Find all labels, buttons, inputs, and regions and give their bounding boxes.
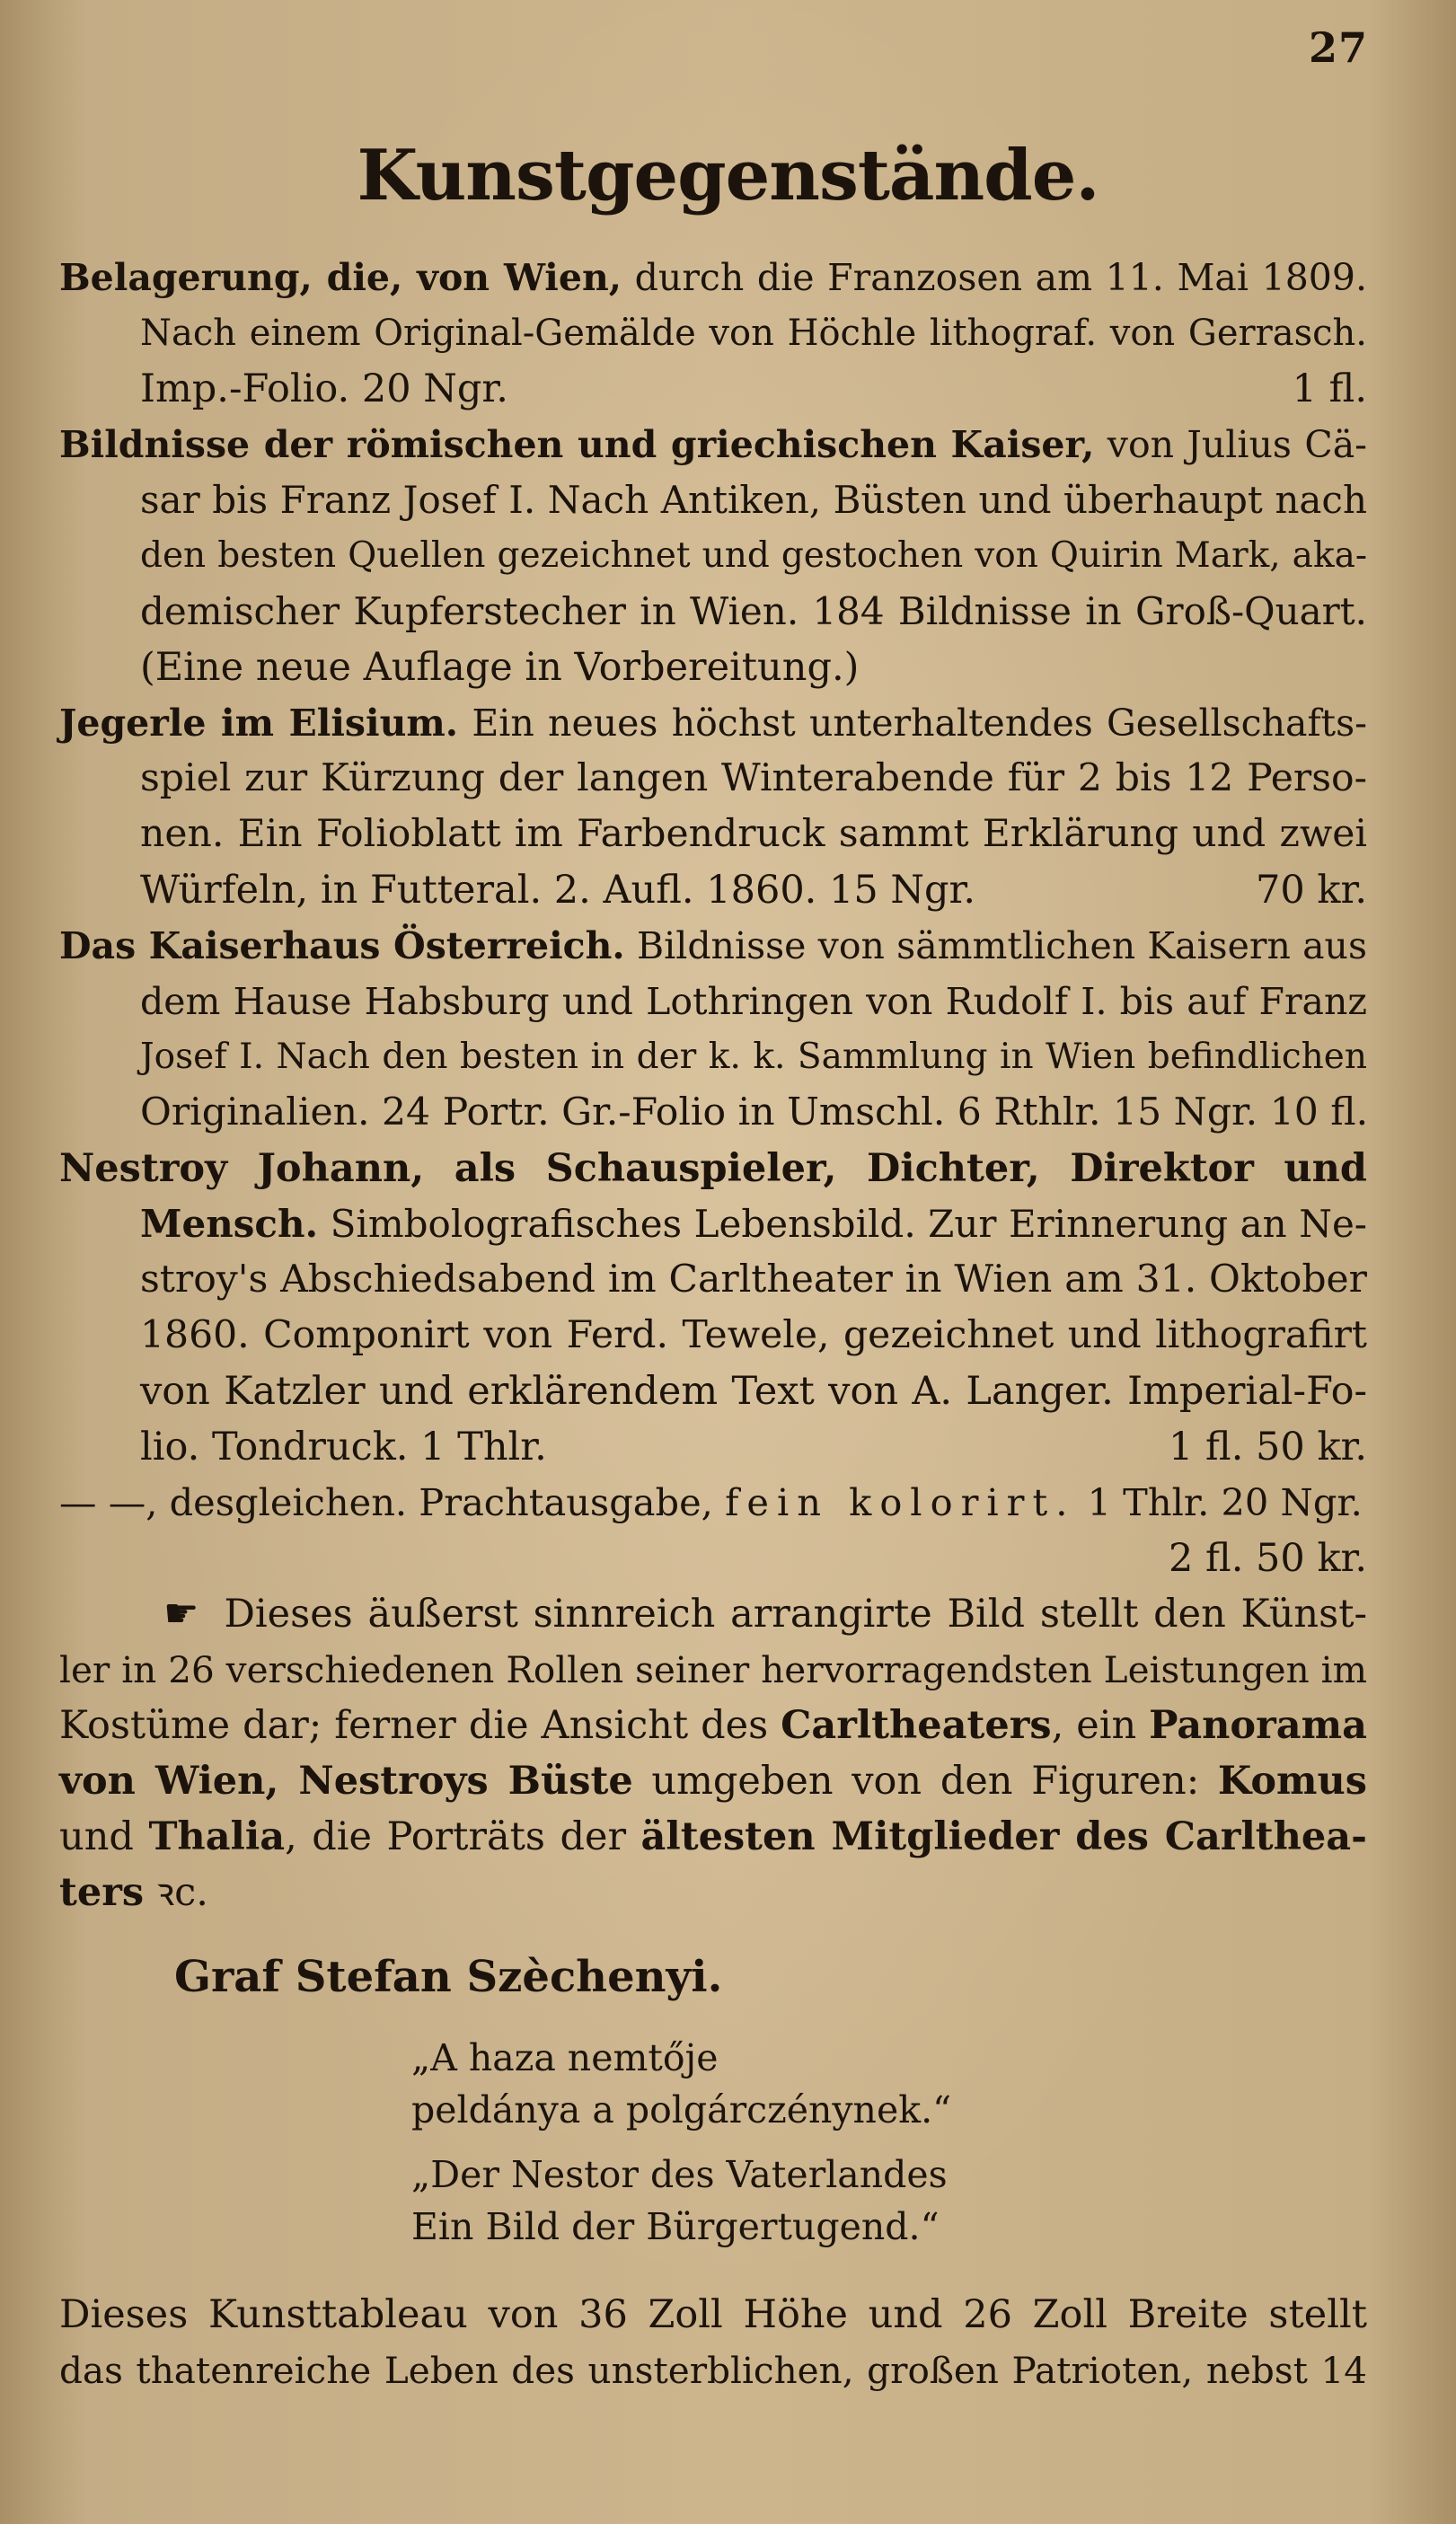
entry-title: Mensch. — [140, 1202, 319, 1246]
entry-text: nen. Ein Folioblatt im Farbendruck sammt Erklärung und zwei — [140, 812, 1367, 856]
variant-entry — [59, 1475, 1367, 1586]
variant-text: — —, desgleichen. Prachtausgabe, — [59, 1480, 713, 1524]
entry-text: sar bis Franz Josef I. Nach Antiken, Büsten und überhaupt nach — [140, 478, 1367, 522]
entry-line — [59, 862, 1367, 918]
entry-title: Nestroy Johann, als Schauspieler, Dichter, Direktor und — [59, 1146, 1367, 1191]
note-text: Dieses äußerst sinnreich arrangirte Bild stellt den Künst- — [224, 1592, 1367, 1637]
pointing-hand-icon: ☛ — [163, 1591, 199, 1637]
note-text: , ein — [1051, 1703, 1150, 1748]
entry-line — [59, 974, 1367, 1029]
entry-text: Simbolografisches Lebensbild. Zur Erinnerung an Ne- — [318, 1202, 1367, 1246]
entry-text: durch die Franzosen am 11. Mai 1809. — [622, 256, 1367, 299]
note-text: Kostüme dar; ferner die Ansicht des — [59, 1703, 781, 1748]
entry-text: den besten Quellen gezeichnet und gestochen von Quirin Mark, aka- — [140, 535, 1367, 576]
entry-text: lio. Tondruck. 1 Thlr. — [140, 1425, 547, 1469]
catalog-entry — [59, 918, 1367, 1141]
note-emphasis: Panorama — [1149, 1703, 1367, 1748]
entry-line — [59, 1252, 1367, 1308]
entry-line — [59, 584, 1367, 640]
note-line — [59, 1753, 1367, 1809]
section-title: Kunstgegenstände. — [357, 135, 1099, 216]
entry-line — [59, 472, 1367, 528]
entry-text: Würfeln, in Futteral. 2. Aufl. 1860. 15 Ngr. — [140, 868, 976, 913]
entry-line — [59, 1085, 1367, 1141]
note-text: umgeben von den Figuren: — [632, 1759, 1218, 1804]
note-emphasis: Komus — [1217, 1759, 1367, 1804]
final-line: das thatenreiche Leben des unsterblichen, großen Patrioten, nebst 14 — [59, 2349, 1367, 2392]
entry-title: Das Kaiserhaus Österreich. — [59, 924, 625, 967]
szechenyi-heading: Graf Stefan Szèchenyi. — [174, 1952, 723, 2002]
entry-text: Bildnisse von sämmtlichen Kaisern aus — [624, 924, 1368, 967]
entry-line — [59, 361, 1367, 417]
entry-text: demischer Kupferstecher in Wien. 184 Bildnisse in Groß-Quart. — [140, 589, 1367, 633]
variant-text: 1 Thlr. 20 Ngr. — [1075, 1480, 1363, 1524]
note-text: ꝛc. — [144, 1870, 208, 1915]
entry-text: von Katzler und erklärendem Text von A. Langer. Imperial-Fo- — [140, 1369, 1367, 1414]
entry-text: von Julius Cä- — [1094, 423, 1367, 466]
note-paragraph — [59, 1586, 1367, 1920]
entry-line — [59, 1196, 1367, 1252]
entry-text: Originalien. 24 Portr. Gr.-Folio in Umschl. 6 Rthlr. 15 Ngr. 10 fl. — [140, 1090, 1369, 1134]
note-emphasis: ältesten Mitglieder des Carlthea- — [640, 1814, 1367, 1859]
entry-text: Imp.-Folio. 20 Ngr. — [140, 366, 508, 411]
variant-spaced-text: fein kolorirt. — [725, 1480, 1076, 1524]
entry-title: Jegerle im Elisium. — [59, 702, 459, 745]
entry-text: Josef I. Nach den besten in der k. k. Sammlung in Wien befindlichen — [140, 1037, 1367, 1077]
poem-line-de: Ein Bild der Bürgertugend.“ — [411, 2205, 940, 2248]
entry-price: 2 fl. 50 kr. — [1169, 1536, 1367, 1581]
note-emphasis: Carltheaters — [781, 1703, 1052, 1748]
entry-price: 1 fl. 50 kr. — [1169, 1425, 1367, 1469]
catalog-entry — [59, 1141, 1367, 1475]
entry-text: Ein neues höchst unterhaltendes Gesellschafts- — [458, 702, 1367, 745]
entry-line — [59, 1419, 1367, 1475]
poem-line-hu: „A haza nemtője — [411, 2036, 719, 2079]
note-line — [59, 1698, 1367, 1753]
entry-line — [59, 1363, 1367, 1419]
entry-line — [59, 918, 1367, 974]
note-line — [59, 1809, 1367, 1865]
entry-line — [59, 1308, 1367, 1363]
catalog-content — [59, 250, 1367, 2398]
poem-line-hu: peldánya a polgárczénynek.“ — [411, 2088, 952, 2131]
entry-price: 70 kr. — [1256, 868, 1367, 913]
note-text: , die Porträts der — [285, 1814, 641, 1859]
catalog-entry — [59, 250, 1367, 417]
entry-line — [59, 807, 1367, 862]
entry-line — [59, 640, 1367, 695]
entry-line — [59, 695, 1367, 751]
entry-line — [59, 250, 1367, 305]
note-text: und — [59, 1814, 149, 1859]
entry-text: Nach einem Original-Gemälde von Höchle lithograf. von Gerrasch. — [140, 313, 1367, 354]
entry-text: 1860. Componirt von Ferd. Tewele, gezeichnet und lithografirt — [140, 1313, 1367, 1357]
entry-text: dem Hause Habsburg und Lothringen von Rudolf I. bis auf Franz — [140, 980, 1367, 1023]
note-line — [59, 1642, 1367, 1698]
entry-line — [59, 305, 1367, 361]
final-paragraph — [59, 2287, 1367, 2398]
final-line: Dieses Kunsttableau von 36 Zoll Höhe und 26 Zoll Breite stellt — [59, 2292, 1367, 2337]
entry-line — [59, 417, 1367, 472]
entry-line — [59, 1531, 1367, 1586]
entry-text: spiel zur Kürzung der langen Winterabende für 2 bis 12 Perso- — [140, 756, 1367, 800]
entry-line — [59, 1029, 1367, 1085]
entry-title: Belagerung, die, von Wien, — [59, 256, 622, 299]
note-emphasis: von Wien, Nestroys Büste — [59, 1759, 633, 1804]
entry-line — [59, 1141, 1367, 1196]
note-emphasis: Thalia — [148, 1814, 286, 1859]
note-line — [59, 1865, 1367, 1920]
entry-price: 1 fl. — [1292, 366, 1367, 411]
page-number: 27 — [1308, 23, 1368, 72]
entry-title: Bildnisse der römischen und griechischen Kaiser, — [59, 423, 1095, 466]
catalog-entry — [59, 417, 1367, 695]
entry-line — [59, 528, 1367, 584]
note-line — [59, 1586, 1367, 1642]
note-text: ler in 26 verschiedenen Rollen seiner hervorragendsten Leistungen im — [59, 1648, 1367, 1691]
entry-text: (Eine neue Auflage in Vorbereitung.) — [140, 645, 860, 690]
entry-line — [59, 1475, 1367, 1531]
poem-line-de: „Der Nestor des Vaterlandes — [411, 2153, 948, 2196]
entry-text: stroy's Abschiedsabend im Carltheater in Wien am 31. Oktober — [140, 1258, 1367, 1302]
entry-line — [59, 751, 1367, 807]
note-emphasis: ters — [59, 1870, 145, 1915]
catalog-entry — [59, 695, 1367, 918]
